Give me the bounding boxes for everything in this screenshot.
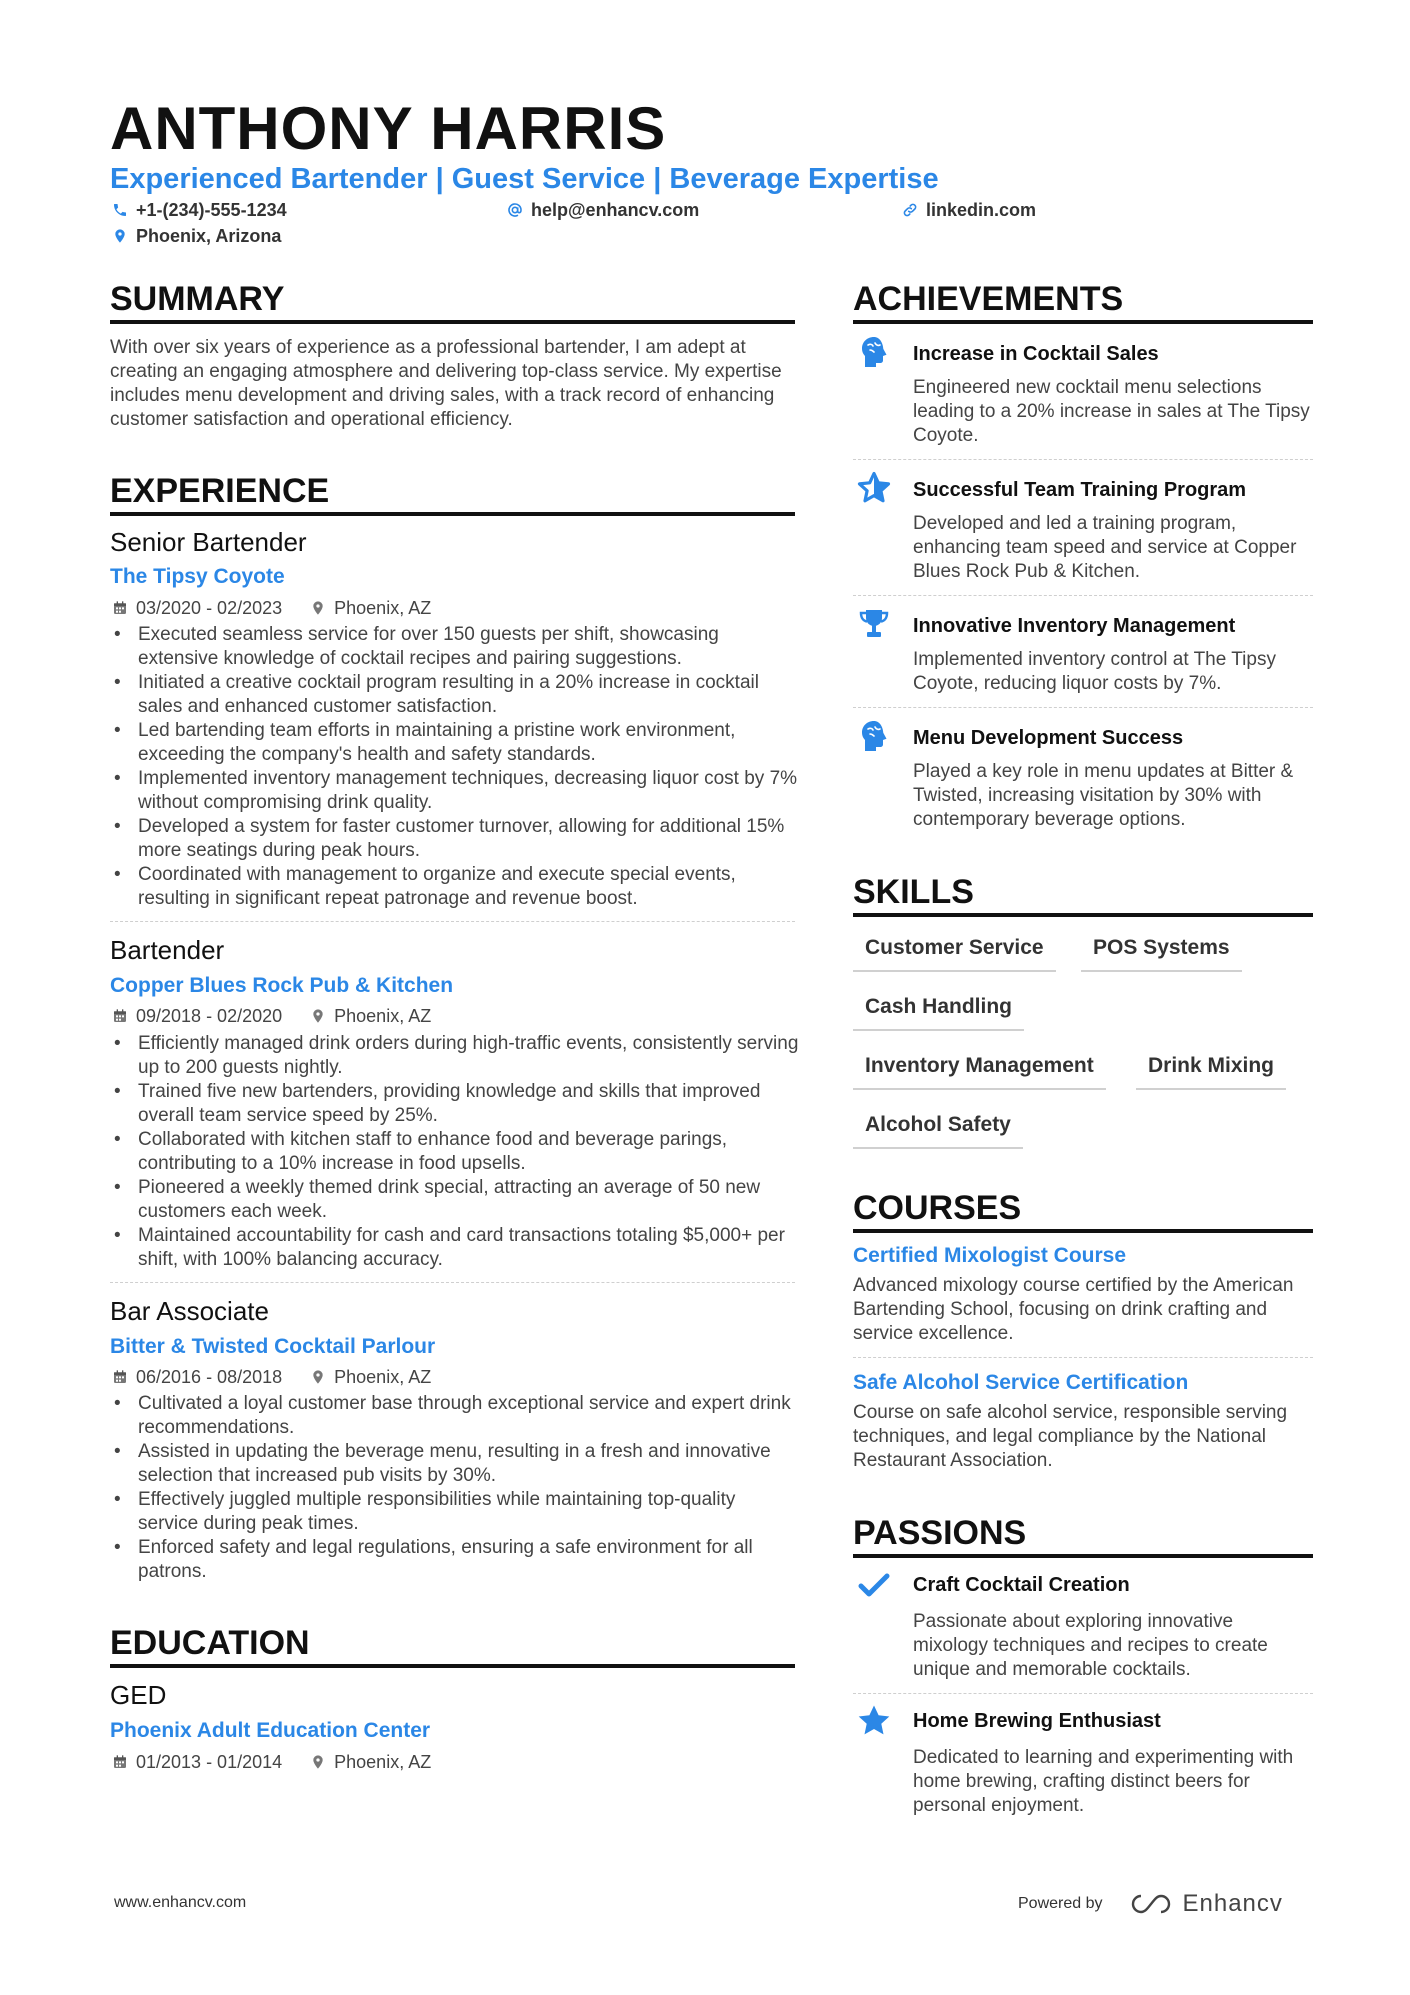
job-bullet: • Coordinated with management to organize and execute special events, resulting in significant repeat patronage and revenue boost. [110, 863, 800, 911]
location-pin-icon [310, 1369, 326, 1385]
passion-title: Craft Cocktail Creation [913, 1574, 1130, 1596]
link-icon [902, 202, 918, 218]
education-rule [110, 1664, 795, 1668]
passions-heading: PASSIONS [853, 1514, 1027, 1552]
skill-tag: POS Systems [1081, 934, 1242, 972]
job-location-text: Phoenix, AZ [334, 1006, 432, 1026]
education-heading: EDUCATION [110, 1624, 310, 1662]
summary-heading: SUMMARY [110, 280, 285, 318]
job-bullet: • Collaborated with kitchen staff to enhance food and beverage parings, contributing to a 10% increase in food upsells. [110, 1128, 800, 1176]
job-company: Copper Blues Rock Pub & Kitchen [110, 974, 454, 997]
job-role: Bar Associate [110, 1296, 269, 1326]
course-title: Safe Alcohol Service Certification [853, 1371, 1189, 1394]
job-company: Bitter & Twisted Cocktail Parlour [110, 1335, 436, 1358]
job-bullet: • Cultivated a loyal customer base through exceptional service and expert drink recommendations. [110, 1392, 800, 1440]
job-bullet: • Trained five new bartenders, providing knowledge and skills that improved overall team service speed by 25%. [110, 1080, 800, 1128]
checkmark-icon [856, 1567, 892, 1603]
summary-text: With over six years of experience as a professional bartender, I am adept at creating an engaging atmosphere and delivering top-class service. My expertise includes menu development and driving sales, with a track record of enhancing customer satisfaction and operational efficiency. [110, 337, 782, 430]
education-meta [112, 1750, 431, 1774]
achievement-desc: Developed and led a training program, enhancing team speed and service at Copper Blues Rock Pub & Kitchen. [913, 513, 1297, 582]
achievement-title: Innovative Inventory Management [913, 615, 1236, 637]
skills-heading: SKILLS [853, 873, 974, 911]
job-bullet: • Pioneered a weekly themed drink special, attracting an average of 50 new customers each week. [110, 1176, 800, 1224]
skill-tag: Cash Handling [853, 993, 1024, 1031]
courses-rule [853, 1229, 1313, 1233]
enhancv-brand-text: Enhancv [1182, 1890, 1283, 1917]
job-role: Senior Bartender [110, 527, 307, 557]
job-location [310, 1365, 431, 1389]
candidate-name: ANTHONY HARRIS [110, 95, 667, 162]
star-outline-icon [856, 470, 892, 506]
job-bullet: • Maintained accountability for cash and card transactions totaling $5,000+ per shift, with 100% balancing accuracy. [110, 1224, 800, 1272]
passion-divider [853, 1693, 1313, 1694]
job-meta [112, 596, 431, 620]
location-pin-icon [112, 228, 128, 244]
education-degree: GED [110, 1680, 167, 1710]
email-link[interactable]: help@enhancv.com [531, 200, 700, 220]
at-icon [507, 202, 523, 218]
job-divider [110, 1282, 795, 1283]
calendar-icon [112, 600, 128, 616]
linkedin-link[interactable]: linkedin.com [926, 200, 1037, 220]
location-pin-icon [310, 1008, 326, 1024]
footer-powered [1018, 1890, 1283, 1918]
achievement-title: Increase in Cocktail Sales [913, 343, 1159, 365]
achievement-title: Successful Team Training Program [913, 479, 1247, 501]
passion-title: Home Brewing Enthusiast [913, 1710, 1161, 1732]
achievement-divider [853, 707, 1313, 708]
summary-rule [110, 320, 795, 324]
passions-rule [853, 1554, 1313, 1558]
footer-website[interactable]: www.enhancv.com [114, 1894, 247, 1911]
course-title: Certified Mixologist Course [853, 1244, 1127, 1267]
enhancv-logo[interactable] [1127, 1890, 1283, 1918]
contact-linkedin[interactable] [902, 198, 1036, 222]
job-bullet: • Implemented inventory management techniques, decreasing liquor cost by 7% without compromising drink quality. [110, 767, 800, 815]
education-school: Phoenix Adult Education Center [110, 1719, 431, 1742]
job-dates: 09/2018 - 02/2020 [136, 1006, 283, 1026]
education-dates: 01/2013 - 01/2014 [136, 1752, 283, 1772]
location-pin-icon [310, 1754, 326, 1770]
job-bullet: • Led bartending team efforts in maintaining a pristine work environment, exceeding the company's health and safety standards. [110, 719, 800, 767]
achievements-heading: ACHIEVEMENTS [853, 280, 1124, 318]
skill-tag: Inventory Management [853, 1052, 1106, 1090]
passion-desc: Passionate about exploring innovative mixology techniques and recipes to create unique and memorable cocktails. [913, 1611, 1268, 1680]
calendar-icon [112, 1754, 128, 1770]
candidate-title: Experienced Bartender | Guest Service | Beverage Expertise [110, 163, 939, 195]
education-location-text: Phoenix, AZ [334, 1752, 432, 1772]
location-pin-icon [310, 600, 326, 616]
course-desc: Course on safe alcohol service, responsible serving techniques, and legal compliance by the National Restaurant Association. [853, 1402, 1288, 1471]
job-bullets [110, 1032, 800, 1272]
job-location [310, 1004, 431, 1028]
courses-heading: COURSES [853, 1189, 1022, 1227]
skill-tag: Alcohol Safety [853, 1111, 1023, 1149]
phone-text: +1-(234)-555-1234 [136, 200, 287, 220]
brain-head-icon [856, 718, 892, 754]
experience-heading: EXPERIENCE [110, 472, 330, 510]
star-filled-icon [856, 1703, 892, 1739]
job-bullet: • Effectively juggled multiple responsibilities while maintaining top-quality service during peak times. [110, 1488, 800, 1536]
skill-tag: Drink Mixing [1136, 1052, 1286, 1090]
job-bullet: • Assisted in updating the beverage menu, resulting in a fresh and innovative selection that increased pub visits by 30%. [110, 1440, 800, 1488]
job-bullet: • Executed seamless service for over 150 guests per shift, showcasing extensive knowledge of cocktail recipes and pairing suggestions. [110, 623, 800, 671]
job-location [310, 596, 431, 620]
skill-tag: Customer Service [853, 934, 1056, 972]
job-bullet: • Initiated a creative cocktail program resulting in a 20% increase in cocktail sales and enhanced customer satisfaction. [110, 671, 800, 719]
achievement-divider [853, 459, 1313, 460]
job-meta [112, 1004, 431, 1028]
passion-desc: Dedicated to learning and experimenting with home brewing, crafting distinct beers for personal enjoyment. [913, 1747, 1294, 1816]
achievement-desc: Implemented inventory control at The Tipsy Coyote, reducing liquor costs by 7%. [913, 649, 1276, 694]
job-company: The Tipsy Coyote [110, 565, 285, 588]
job-dates: 03/2020 - 02/2023 [136, 598, 283, 618]
job-bullets [110, 1392, 800, 1584]
job-location-text: Phoenix, AZ [334, 1367, 432, 1387]
brain-head-icon [856, 334, 892, 370]
contact-location [112, 224, 281, 248]
experience-rule [110, 512, 795, 516]
powered-by-text: Powered by [1018, 1895, 1103, 1912]
phone-icon [112, 202, 128, 218]
course-desc: Advanced mixology course certified by the American Bartending School, focusing on drink crafting and service excellence. [853, 1275, 1294, 1344]
achievement-desc: Played a key role in menu updates at Bitter & Twisted, increasing visitation by 30% with contemporary beverage options. [913, 761, 1294, 830]
job-role: Bartender [110, 935, 225, 965]
enhancv-logo-icon [1127, 1891, 1175, 1917]
job-bullet: • Developed a system for faster customer turnover, allowing for additional 15% more seatings during peak hours. [110, 815, 800, 863]
achievement-desc: Engineered new cocktail menu selections leading to a 20% increase in sales at The Tipsy Coyote. [913, 377, 1310, 446]
job-dates: 06/2016 - 08/2018 [136, 1367, 283, 1387]
education-location [310, 1750, 431, 1774]
trophy-icon [856, 606, 892, 642]
job-location-text: Phoenix, AZ [334, 598, 432, 618]
calendar-icon [112, 1369, 128, 1385]
job-bullet: • Enforced safety and legal regulations, ensuring a safe environment for all patrons. [110, 1536, 800, 1584]
course-divider [853, 1357, 1313, 1358]
contact-email[interactable] [507, 198, 699, 222]
job-meta [112, 1365, 431, 1389]
contact-phone [112, 198, 287, 222]
skills-rule [853, 913, 1313, 917]
job-divider [110, 921, 795, 922]
job-bullet: • Efficiently managed drink orders during high-traffic events, consistently serving up to 200 guests nightly. [110, 1032, 800, 1080]
achievement-title: Menu Development Success [913, 727, 1184, 749]
location-text: Phoenix, Arizona [136, 226, 282, 246]
job-bullets [110, 623, 800, 911]
calendar-icon [112, 1008, 128, 1024]
achievements-rule [853, 320, 1313, 324]
achievement-divider [853, 595, 1313, 596]
